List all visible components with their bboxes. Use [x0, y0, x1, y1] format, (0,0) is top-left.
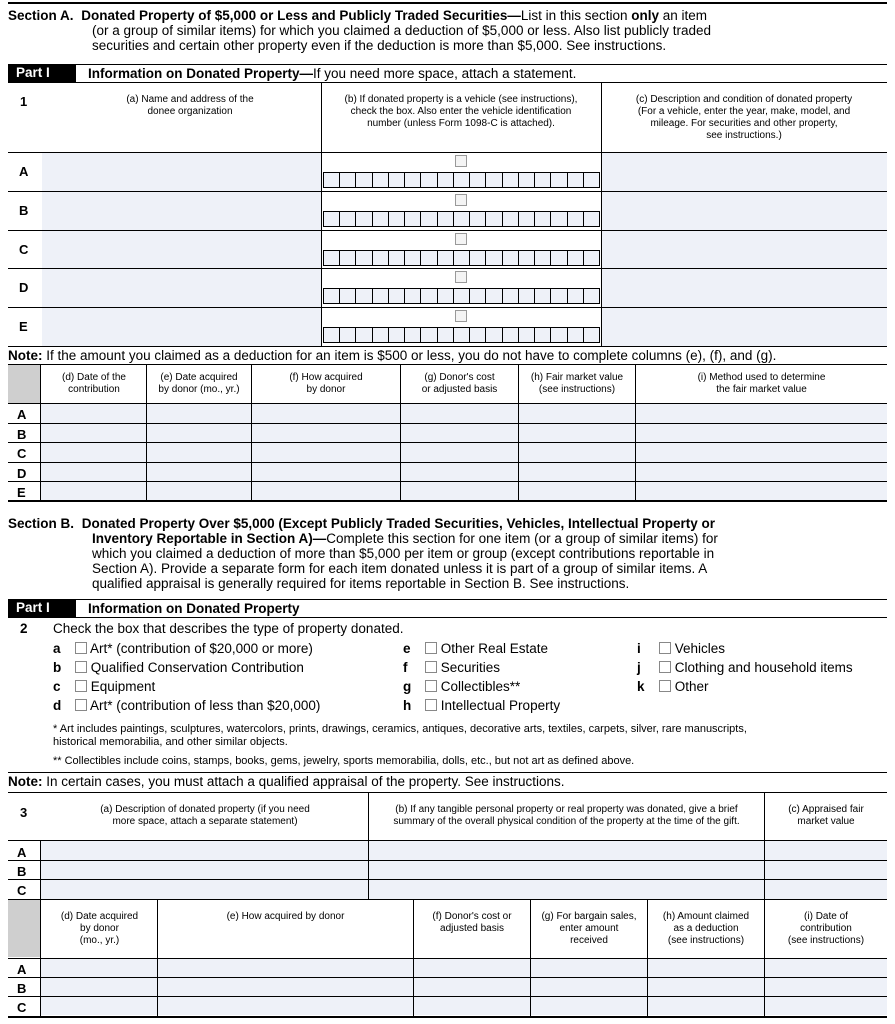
option-c[interactable]	[53, 679, 155, 694]
t2-row-label-B: B	[17, 427, 27, 442]
t4-vline	[530, 899, 531, 1016]
t4-col-e-header	[158, 911, 413, 923]
t1-row-rule	[8, 307, 887, 308]
t4-row-rule	[8, 996, 887, 997]
checkbox-icon[interactable]	[659, 680, 671, 692]
option-g[interactable]	[403, 679, 520, 694]
t2-bottom-rule	[8, 500, 887, 502]
note-b-text: In certain cases, you must attach a qualified appraisal of the property. See instructions.	[46, 774, 565, 789]
t4-bottom-rule	[8, 1016, 887, 1018]
t4-row-label-B: B	[17, 981, 27, 996]
section-b-l3: which you claimed a deduction of more than $5,000 per item or group (except contributions reportable in	[92, 546, 715, 561]
option-letter: d	[53, 698, 62, 713]
t1-row-label-B: B	[19, 203, 29, 218]
t4-col-d-header	[42, 911, 157, 947]
vehicle-checkbox-D[interactable]	[455, 271, 467, 283]
t3-col-b-header	[369, 804, 764, 828]
option-label: Art* (contribution of less than $20,000)	[90, 698, 321, 713]
option-b[interactable]	[53, 660, 304, 675]
t1-row-label-D: D	[19, 280, 29, 295]
t4-h-l3: (see instructions)	[667, 935, 745, 946]
t3-row-label-B: B	[17, 864, 27, 879]
t2-col-f-header	[252, 372, 400, 396]
footnote-art-l1: * Art includes paintings, sculptures, watercolors, prints, drawings, ceramics, antiques, decorative arts, textiles, carpets, silver, rare manuscripts,	[53, 723, 747, 735]
vehicle-checkbox-A[interactable]	[455, 155, 467, 167]
t1-col-a-fill[interactable]	[42, 152, 321, 346]
option-k[interactable]	[637, 679, 709, 694]
section-b-l5: qualified appraisal is generally required for items reportable in Section B. See instructions.	[92, 576, 630, 591]
part-b-rule	[8, 599, 887, 600]
t2-d-l1: (d) Date of the	[62, 372, 126, 383]
section-b-title-l1: Donated Property Over $5,000 (Except Publicly Traded Securities, Vehicles, Intellectual Property or	[81, 516, 716, 531]
part-b-title: Information on Donated Property	[88, 601, 300, 616]
line-2-text: Check the box that describes the type of property donated.	[53, 621, 404, 636]
t2-row-rule	[8, 481, 887, 482]
t4-i-l1: (i) Date of	[804, 911, 848, 922]
checkbox-icon[interactable]	[75, 699, 87, 711]
t2-row-rule	[8, 442, 887, 443]
t4-e-l1: (e) How acquired by donor	[226, 911, 345, 922]
line-3-number: 3	[20, 805, 28, 820]
option-letter: k	[637, 679, 645, 694]
t2-h-l1: (h) Fair market value	[530, 372, 624, 383]
t4-d-l1: (d) Date acquired	[60, 911, 139, 922]
t1-col-b-l1: (b) If donated property is a vehicle (see instructions),	[344, 94, 578, 105]
vehicle-checkbox-E[interactable]	[455, 310, 467, 322]
t2-row-label-C: C	[17, 446, 27, 461]
t4-vline	[40, 899, 41, 1016]
t4-row-rule	[8, 977, 887, 978]
checkbox-icon[interactable]	[425, 661, 437, 673]
line-2-number: 2	[20, 621, 28, 636]
part-a-title	[88, 66, 576, 81]
t4-col-h-header	[648, 911, 764, 947]
part-rule	[8, 64, 887, 65]
option-label: Qualified Conservation Contribution	[90, 660, 304, 675]
part-rule-bottom	[8, 82, 887, 83]
t3-row-label-A: A	[17, 845, 27, 860]
t3-a-l1: (a) Description of donated property (if you need	[100, 804, 310, 815]
option-label: Clothing and household items	[674, 660, 853, 675]
section-b-header	[8, 516, 888, 591]
vin-boxes-D[interactable]	[323, 288, 600, 304]
option-d[interactable]	[53, 698, 320, 713]
t3-row-rule	[8, 879, 887, 880]
note-b-label: Note:	[8, 774, 43, 789]
t1-row-label-C: C	[19, 242, 29, 257]
t1-header-rule	[8, 152, 887, 153]
checkbox-icon[interactable]	[75, 642, 87, 654]
option-letter: h	[403, 698, 412, 713]
t2-header-rule	[8, 403, 887, 404]
part-a-title-bold: Information on Donated Property—	[88, 66, 314, 81]
t3-c-l1: (c) Appraised fair	[788, 804, 864, 815]
option-a[interactable]	[53, 641, 313, 656]
t4-row-label-C: C	[17, 1000, 27, 1015]
checkbox-icon[interactable]	[75, 680, 87, 692]
option-letter: a	[53, 641, 61, 656]
t1-col-c-l1: (c) Description and condition of donated property	[635, 94, 853, 105]
t2-top-rule	[8, 364, 887, 365]
top-rule	[8, 2, 887, 4]
option-label: Intellectual Property	[440, 698, 561, 713]
option-h[interactable]	[403, 698, 560, 713]
t1-col-a-header	[80, 94, 300, 118]
t4-f-l1: (f) Donor's cost or	[432, 911, 512, 922]
note-b	[8, 774, 565, 789]
t2-f-l2: by donor	[306, 384, 346, 395]
section-b-label: Section B.	[8, 516, 75, 531]
t3-row-label-C: C	[17, 883, 27, 898]
checkbox-icon[interactable]	[425, 680, 437, 692]
t2-row-label-A: A	[17, 407, 27, 422]
option-label: Securities	[440, 660, 501, 675]
t1-row-rule	[8, 230, 887, 231]
t2-h-l2: (see instructions)	[538, 384, 616, 395]
t4-col-i-header	[765, 911, 887, 947]
t3-body-fill[interactable]	[41, 841, 887, 899]
t2-g-l2: or adjusted basis	[421, 384, 498, 395]
section-a-title: Donated Property of $5,000 or Less and Publicly Traded Securities—	[81, 8, 521, 23]
t2-i-l1: (i) Method used to determine	[697, 372, 826, 383]
t4-corner-shade	[8, 900, 40, 957]
vin-boxes-B[interactable]	[323, 211, 600, 227]
t2-row-label-D: D	[17, 466, 27, 481]
checkbox-icon[interactable]	[659, 661, 671, 673]
line-1-number: 1	[20, 94, 28, 109]
t4-f-l2: adjusted basis	[440, 923, 504, 934]
t1-col-c-l2: (For a vehicle, enter the year, make, model, and	[637, 106, 851, 117]
t3-b-l1: (b) If any tangible personal property or real property was donated, give a brief	[395, 804, 738, 815]
t3-col-c-header	[765, 804, 887, 828]
t2-col-d-header	[42, 372, 146, 396]
section-a-header	[8, 8, 888, 53]
section-b-l4: Section A). Provide a separate form for each item donated unless it is part of a group of similar items. A	[92, 561, 708, 576]
t1-col-c-l3: mileage. For securities and other property,	[650, 118, 838, 129]
option-letter: c	[53, 679, 61, 694]
option-letter: i	[637, 641, 641, 656]
option-i[interactable]	[637, 641, 725, 656]
t3-top-rule	[8, 792, 887, 793]
section-a-line1-end: an item	[662, 8, 708, 23]
t3-c-l2: market value	[797, 816, 855, 827]
t4-body-fill[interactable]	[41, 959, 887, 1015]
option-label: Art* (contribution of $20,000 or more)	[90, 641, 313, 656]
t2-col-e-header	[147, 372, 251, 396]
t1-col-a-l2: donee organization	[147, 106, 233, 117]
checkbox-icon[interactable]	[425, 699, 437, 711]
t4-h-l2: as a deduction	[673, 923, 739, 934]
t1-col-c-header	[602, 94, 886, 142]
t2-col-i-header	[636, 372, 887, 396]
t4-row-label-A: A	[17, 962, 27, 977]
t3-vline	[764, 792, 765, 900]
option-letter: b	[53, 660, 62, 675]
part-a-title-rest: If you need more space, attach a statement.	[313, 66, 577, 81]
vehicle-checkbox-C[interactable]	[455, 233, 467, 245]
vehicle-checkbox-B[interactable]	[455, 194, 467, 206]
note-a-label: Note:	[8, 348, 43, 363]
option-label: Other Real Estate	[440, 641, 549, 656]
t1-col-c-fill[interactable]	[601, 152, 887, 346]
t1-row-label-E: E	[19, 319, 28, 334]
t4-i-l2: contribution	[800, 923, 852, 934]
section-a-line3: securities and certain other property even if the deduction is more than $5,000. See instructions.	[92, 38, 667, 53]
t2-e-l1: (e) Date acquired	[160, 372, 238, 383]
t3-vline	[40, 840, 41, 900]
vin-boxes-E[interactable]	[323, 327, 600, 343]
t2-row-rule	[8, 462, 887, 463]
t3-bottom-rule	[8, 899, 887, 900]
t3-header-rule	[8, 840, 887, 841]
t2-e-l2: by donor (mo., yr.)	[158, 384, 240, 395]
checkbox-icon[interactable]	[425, 642, 437, 654]
checkbox-icon[interactable]	[75, 661, 87, 673]
t4-d-l2: by donor	[80, 923, 119, 934]
t4-g-l3: received	[570, 935, 608, 946]
t2-i-l2: the fair market value	[716, 384, 807, 395]
part-b-rule-bottom	[8, 617, 887, 618]
t4-h-l1: (h) Amount claimed	[662, 911, 750, 922]
t4-vline	[764, 899, 765, 1016]
option-label: Equipment	[90, 679, 156, 694]
t3-b-l2: summary of the overall physical condition of the property at the time of the gift.	[393, 816, 740, 827]
section-a-label: Section A.	[8, 8, 74, 23]
t1-bottom-rule	[8, 346, 887, 347]
vin-boxes-C[interactable]	[323, 250, 600, 266]
section-a-line2: (or a group of similar items) for which you claimed a deduction of $5,000 or less. Also list publicly traded	[92, 23, 712, 38]
t2-body-fill[interactable]	[41, 404, 887, 500]
option-e[interactable]	[403, 641, 548, 656]
option-letter: g	[403, 679, 412, 694]
t2-f-l1: (f) How acquired	[289, 372, 363, 383]
t1-row-rule	[8, 191, 887, 192]
t3-a-l2: more space, attach a separate statement)	[112, 816, 298, 827]
t4-vline	[157, 899, 158, 1016]
option-letter: e	[403, 641, 411, 656]
footnote-collectibles: ** Collectibles include coins, stamps, books, gems, jewelry, sports memorabilia, dolls, etc., but not art as defined above.	[53, 755, 635, 767]
option-j[interactable]	[637, 660, 853, 675]
t3-row-rule	[8, 860, 887, 861]
section-a-line1: List in this section	[520, 8, 628, 23]
t1-col-b-header	[322, 94, 600, 130]
section-b-title-l2: Inventory Reportable in Section A)—	[92, 531, 327, 546]
t4-g-l2: enter amount	[559, 923, 619, 934]
t4-vline	[413, 899, 414, 1016]
option-letter: f	[403, 660, 408, 675]
t1-row-rule	[8, 268, 887, 269]
note-b-rule	[8, 772, 887, 773]
t4-header-rule	[8, 958, 887, 959]
t1-col-b-l2: check the box. Also enter the vehicle identification	[350, 106, 572, 117]
t2-d-l2: contribution	[68, 384, 120, 395]
t4-vline	[647, 899, 648, 1016]
option-label: Collectibles**	[440, 679, 521, 694]
part-a-label: Part I	[8, 65, 76, 82]
vin-boxes-A[interactable]	[323, 172, 600, 188]
t1-col-b-l3: number (unless Form 1098-C is attached).	[367, 118, 555, 129]
footnote-art	[53, 723, 883, 749]
t2-row-rule	[8, 423, 887, 424]
t4-g-l1: (g) For bargain sales,	[541, 911, 637, 922]
t4-i-l3: (see instructions)	[787, 935, 865, 946]
t2-corner-shade	[8, 365, 40, 403]
t4-d-l3: (mo., yr.)	[79, 935, 120, 946]
t2-g-l1: (g) Donor's cost	[424, 372, 495, 383]
t2-col-h-header	[519, 372, 635, 396]
section-b-l2	[8, 531, 888, 546]
part-b-label: Part I	[8, 600, 76, 617]
note-a-text: If the amount you claimed as a deduction for an item is $500 or less, you do not have to complete columns (e), (f), and (g).	[46, 348, 777, 363]
t3-vline	[368, 792, 369, 900]
option-letter: j	[637, 660, 641, 675]
option-f[interactable]	[403, 660, 500, 675]
footnote-art-l2: historical memorabilia, and other similar objects.	[53, 736, 288, 748]
checkbox-icon[interactable]	[659, 642, 671, 654]
t1-col-a-l1: (a) Name and address of the	[126, 94, 254, 105]
t4-col-g-header	[531, 911, 647, 947]
t2-col-g-header	[401, 372, 518, 396]
t1-row-label-A: A	[19, 164, 29, 179]
t2-row-label-E: E	[17, 485, 26, 500]
note-a	[8, 348, 776, 363]
t3-col-a-header	[42, 804, 368, 828]
t1-col-c-l4: see instructions.)	[706, 130, 782, 141]
section-b-l2-rest: Complete this section for one item (or a group of similar items) for	[326, 531, 718, 546]
t4-col-f-header	[414, 911, 530, 935]
option-label: Other	[674, 679, 709, 694]
option-label: Vehicles	[674, 641, 726, 656]
section-a-only: only	[631, 8, 660, 23]
